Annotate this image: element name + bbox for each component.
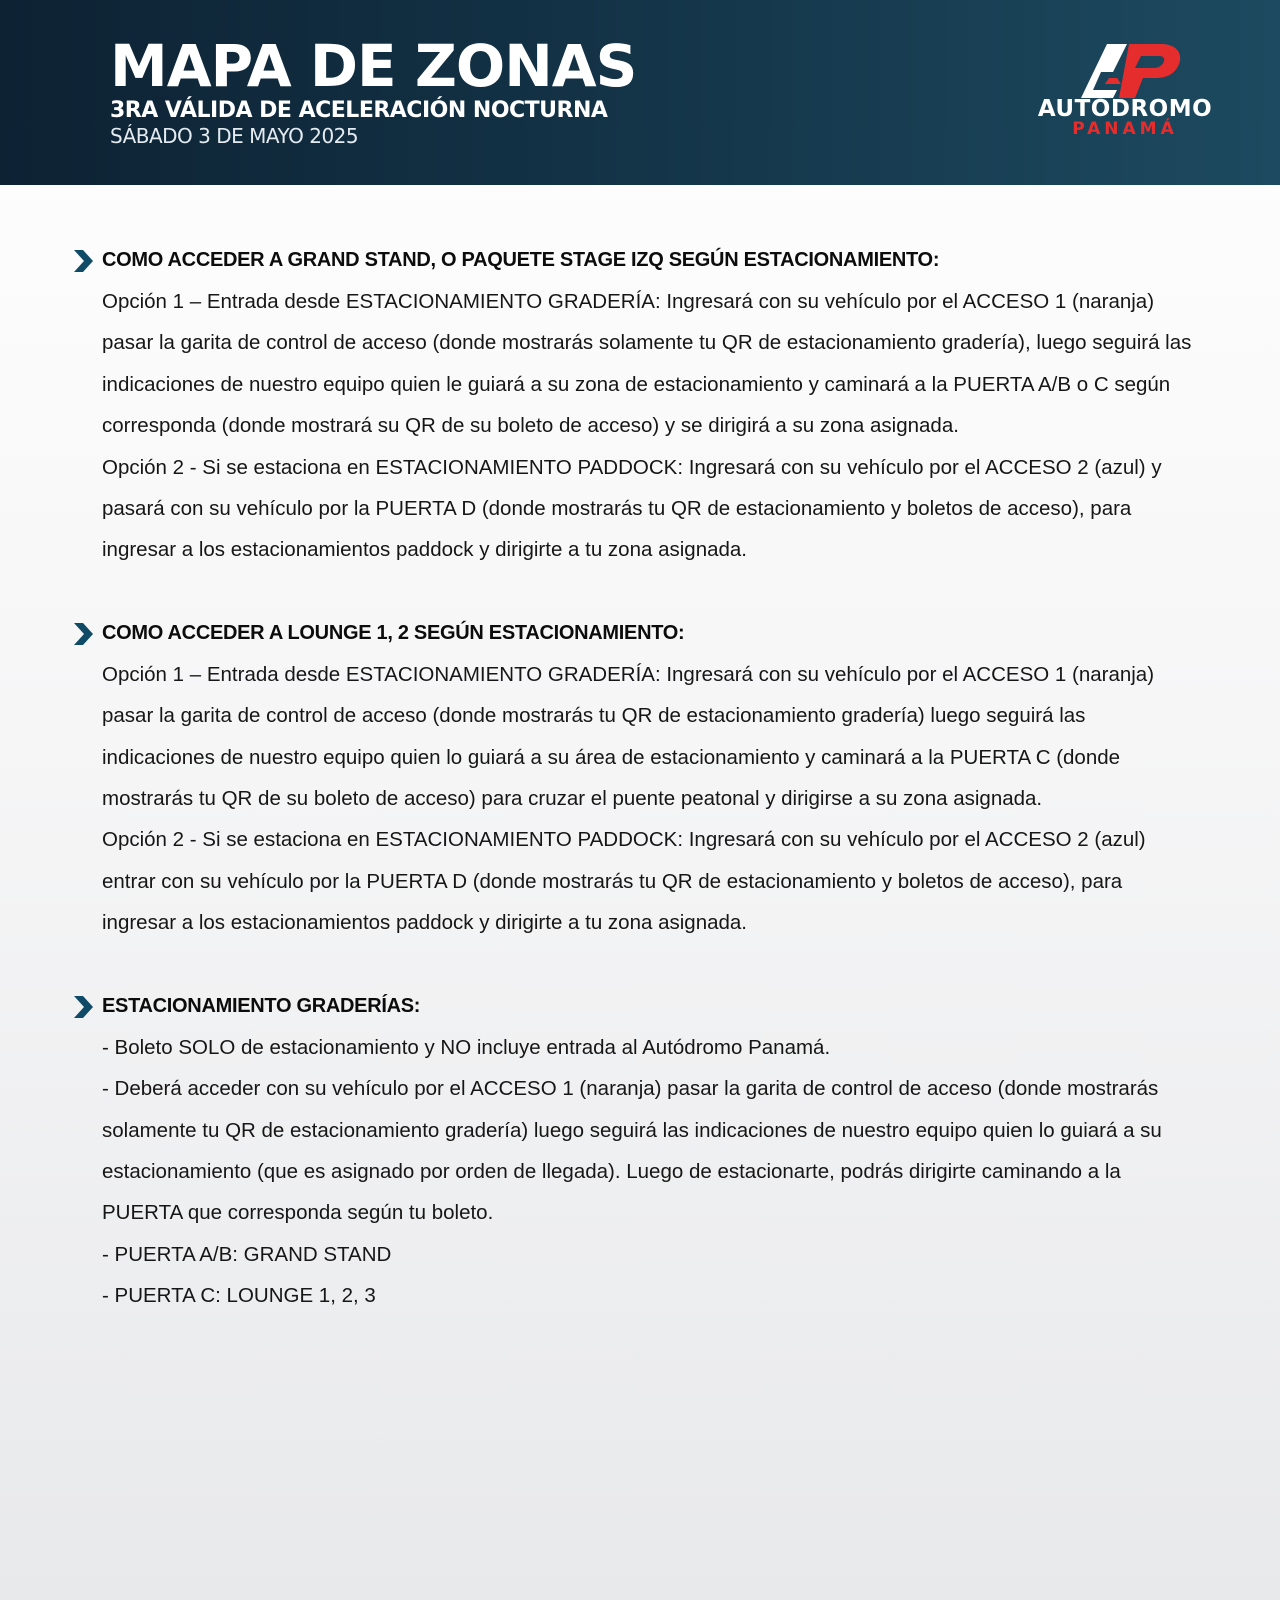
event-subtitle: 3RA VÁLIDA DE ACELERACIÓN NOCTURNA xyxy=(110,98,608,123)
section-parking-graderias xyxy=(72,986,1192,1317)
event-date: SÁBADO 3 DE MAYO 2025 xyxy=(110,124,359,148)
option-1-paragraph: Opción 1 – Entrada desde ESTACIONAMIENTO GRADERÍA: Ingresará con su vehículo por el ACCESO 1 (naranja) pasar la garita de control de acceso (donde mostrarás tu QR de estacionamiento gradería) luego seguirá las indicaciones de nuestro equipo quien lo guiará a su área de estacionamiento y caminará a la PUERTA C (donde mostrarás tu QR de su boleto de acceso) para cruzar el puente peatonal y dirigirse a su zona asignada. xyxy=(102,662,1155,811)
autodromo-logo xyxy=(1010,38,1260,148)
section-heading xyxy=(72,613,1192,654)
option-2-paragraph: Opción 2 - Si se estaciona en ESTACIONAMIENTO PADDOCK: Ingresará con su vehículo por el ACCESO 2 (azul) entrar con su vehículo por la PUERTA D (donde mostrarás tu QR de estacionamiento y boletos de acceso), para ingresar a los estacionamientos paddock y dirigirte a tu zona asignada. xyxy=(102,828,1146,935)
option-2-paragraph: Opción 2 - Si se estaciona en ESTACIONAMIENTO PADDOCK: Ingresará con su vehículo por el ACCESO 2 (azul) y pasará con su vehículo por la PUERTA D (donde mostrarás tu QR de estacionamiento y boletos de acceso), para ingresar a los estacionamientos paddock y dirigirte a tu zona asignada. xyxy=(102,455,1162,562)
section-heading-text: ESTACIONAMIENTO GRADERÍAS: xyxy=(102,994,421,1017)
section-heading xyxy=(72,240,1192,281)
section-heading-text: COMO ACCEDER A GRAND STAND, O PAQUETE STAGE IZQ SEGÚN ESTACIONAMIENTO: xyxy=(102,249,940,271)
parking-instructions: - Deberá acceder con su vehículo por el ACCESO 1 (naranja) pasar la garita de control de acceso (donde mostrarás solamente tu QR de estacionamiento gradería) luego seguirá las indicaciones de nuestro equipo quien lo guiará a su estacionamiento (que es asignado por orden de llegada). Luego de estacionarte, podrás dirigirte caminando a la PUERTA que corresponda según tu boleto. xyxy=(102,1077,1162,1225)
option-1-paragraph: Opción 1 – Entrada desde ESTACIONAMIENTO GRADERÍA: Ingresará con su vehículo por el ACCESO 1 (naranja) pasar la garita de control de acceso (donde mostrarás solamente tu QR de estacionamiento gradería), luego seguirá las indicaciones de nuestro equipo quien le guiará a su zona de estacionamiento y caminará a la PUERTA A/B o C según corresponda (donde mostrará su QR de su boleto de acceso) y se dirigirá a su zona asignada. xyxy=(102,290,1192,438)
section-grand-stand xyxy=(72,240,1192,571)
content-area xyxy=(72,240,1192,1359)
logo-country: PANAMÁ xyxy=(1072,119,1178,139)
gate-ab-item: - PUERTA A/B: GRAND STAND xyxy=(102,1242,392,1266)
section-heading-text: COMO ACCEDER A LOUNGE 1, 2 SEGÚN ESTACIONAMIENTO: xyxy=(102,621,685,644)
ap-logo-icon xyxy=(1077,38,1187,100)
gate-c-item: - PUERTA C: LOUNGE 1, 2, 3 xyxy=(102,1284,376,1308)
header-banner xyxy=(0,0,1280,185)
chevron-right-icon xyxy=(72,995,94,1019)
chevron-right-icon xyxy=(72,622,94,646)
section-heading xyxy=(72,986,1192,1027)
section-lounge xyxy=(72,613,1192,944)
logo-name: AUTÓDROMO xyxy=(1037,96,1213,122)
page-title: MAPA DE ZONAS xyxy=(110,32,637,100)
parking-note: - Boleto SOLO de estacionamiento y NO incluye entrada al Autódromo Panamá. xyxy=(102,1035,831,1059)
chevron-right-icon xyxy=(72,249,94,273)
